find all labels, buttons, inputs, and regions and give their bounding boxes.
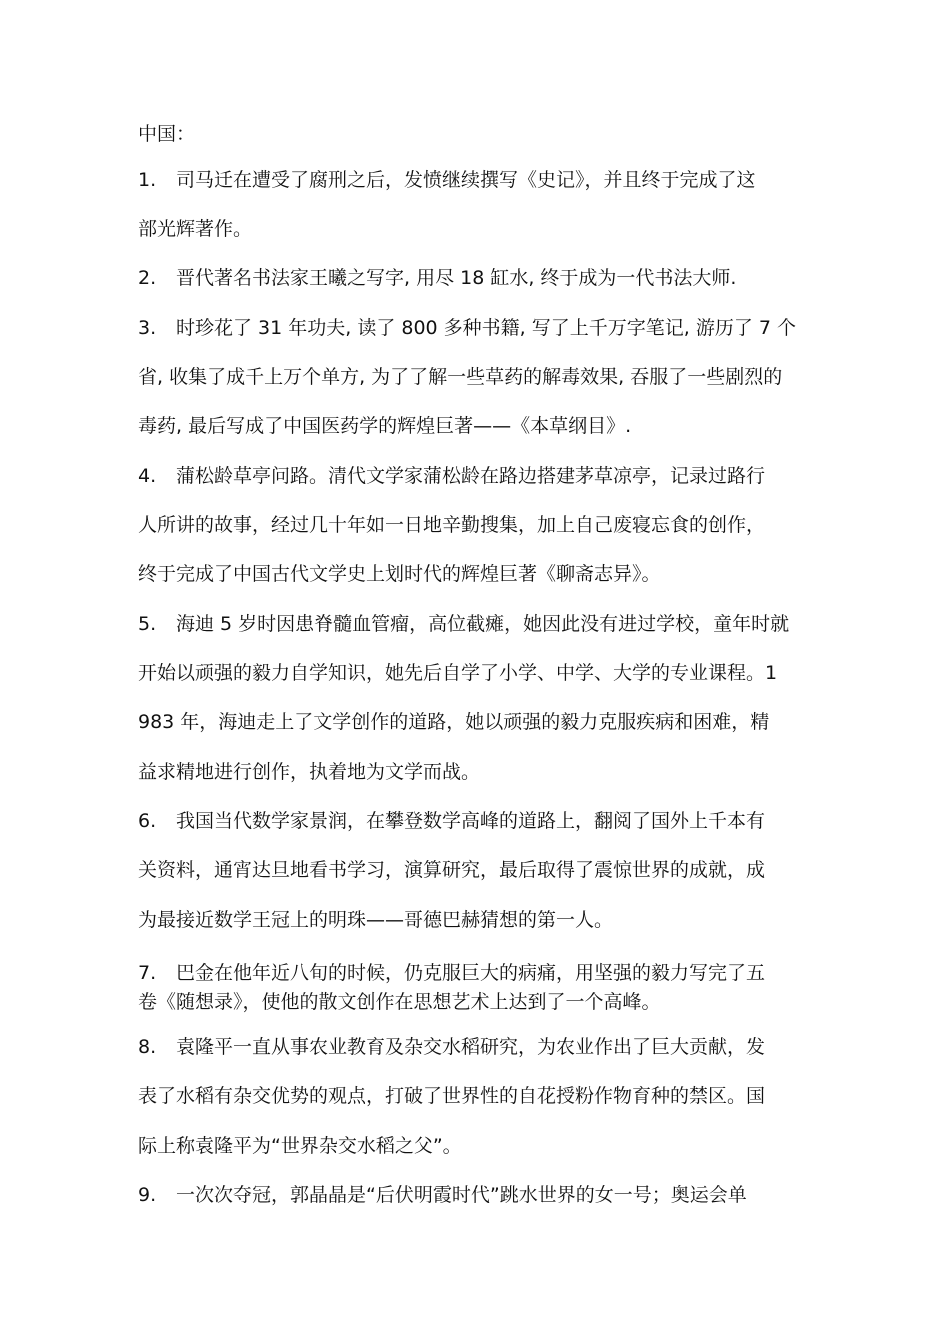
list-item-5-line-2: 开始以顽强的毅力自学知识，她先后自学了小学、中学、大学的专业课程。1 — [138, 662, 778, 684]
list-item-8-line-1 — [138, 1035, 765, 1059]
item-number: 4. — [138, 465, 157, 487]
item-number: 8. — [138, 1036, 157, 1058]
item-number: 3. — [138, 317, 157, 339]
list-item-5-line-4: 益求精地进行创作，执着地为文学而战。 — [138, 761, 481, 783]
list-item-8-line-3: 际上称袁隆平为“世界杂交水稻之父”。 — [138, 1135, 462, 1157]
list-item-6-line-2: 关资料，通宵达旦地看书学习，演算研究，最后取得了震惊世界的成就，成 — [138, 859, 766, 881]
item-text: 袁隆平一直从事农业教育及杂交水稻研究，为农业作出了巨大贡献，发 — [176, 1036, 766, 1058]
item-text: 我国当代数学家景润，在攀登数学高峰的道路上，翻阅了国外上千本有 — [176, 810, 766, 832]
list-item-5-line-1 — [138, 612, 789, 636]
list-item-4-line-1 — [138, 464, 765, 488]
list-item-2-line-1 — [138, 266, 736, 290]
list-item-3-line-3: 毒药, 最后写成了中国医药学的辉煌巨著——《本草纲目》. — [138, 415, 632, 437]
list-item-9-line-1 — [138, 1183, 747, 1207]
list-item-6-line-3: 为最接近数学王冠上的明珠——哥德巴赫猜想的第一人。 — [138, 909, 614, 931]
list-item-5-line-3: 983 年，海迪走上了文学创作的道路，她以顽强的毅力克服疾病和困难，精 — [138, 711, 770, 733]
section-heading: 中国： — [138, 123, 196, 145]
item-number: 9. — [138, 1184, 157, 1206]
list-item-8-line-2: 表了水稻有杂交优势的观点，打破了世界性的自花授粉作物育种的禁区。国 — [138, 1085, 766, 1107]
item-text: 巴金在他年近八旬的时候，仍克服巨大的病痛，用坚强的毅力写完了五 — [176, 962, 766, 984]
item-text: 蒲松龄草亭问路。清代文学家蒲松龄在路边搭建茅草凉亭，记录过路行 — [176, 465, 766, 487]
item-text: 晋代著名书法家王曦之写字, 用尽 18 缸水, 终于成为一代书法大师. — [176, 267, 737, 289]
item-number: 2. — [138, 267, 157, 289]
list-item-6-line-1 — [138, 809, 765, 833]
item-number: 5. — [138, 613, 157, 635]
item-text: 时珍花了 31 年功夫, 读了 800 多种书籍, 写了上千万字笔记, 游历了 7 个 — [176, 317, 797, 339]
list-item-7-line-2: 卷《随想录》，使他的散文创作在思想艺术上达到了一个高峰。 — [138, 991, 661, 1013]
item-number: 7. — [138, 962, 157, 984]
item-number: 6. — [138, 810, 157, 832]
list-item-1-line-1 — [138, 168, 756, 192]
item-text: 海迪 5 岁时因患脊髓血管瘤，高位截瘫，她因此没有进过学校，童年时就 — [176, 613, 790, 635]
list-item-1-line-2: 部光辉著作。 — [138, 218, 253, 240]
item-text: 一次次夺冠，郭晶晶是“后伏明霞时代”跳水世界的女一号；奥运会单 — [176, 1184, 747, 1206]
list-item-3-line-1 — [138, 316, 796, 340]
item-text: 司马迁在遭受了腐刑之后，发愤继续撰写《史记》，并且终于完成了这 — [176, 169, 756, 191]
item-number: 1. — [138, 169, 157, 191]
list-item-4-line-2: 人所讲的故事，经过几十年如一日地辛勤搜集，加上自己废寝忘食的创作， — [138, 514, 766, 536]
list-item-4-line-3: 终于完成了中国古代文学史上划时代的辉煌巨著《聊斋志异》。 — [138, 563, 661, 585]
list-item-3-line-2: 省, 收集了成千上万个单方, 为了了解一些草药的解毒效果, 吞服了一些剧烈的 — [138, 366, 783, 388]
list-item-7-line-1 — [138, 961, 765, 985]
